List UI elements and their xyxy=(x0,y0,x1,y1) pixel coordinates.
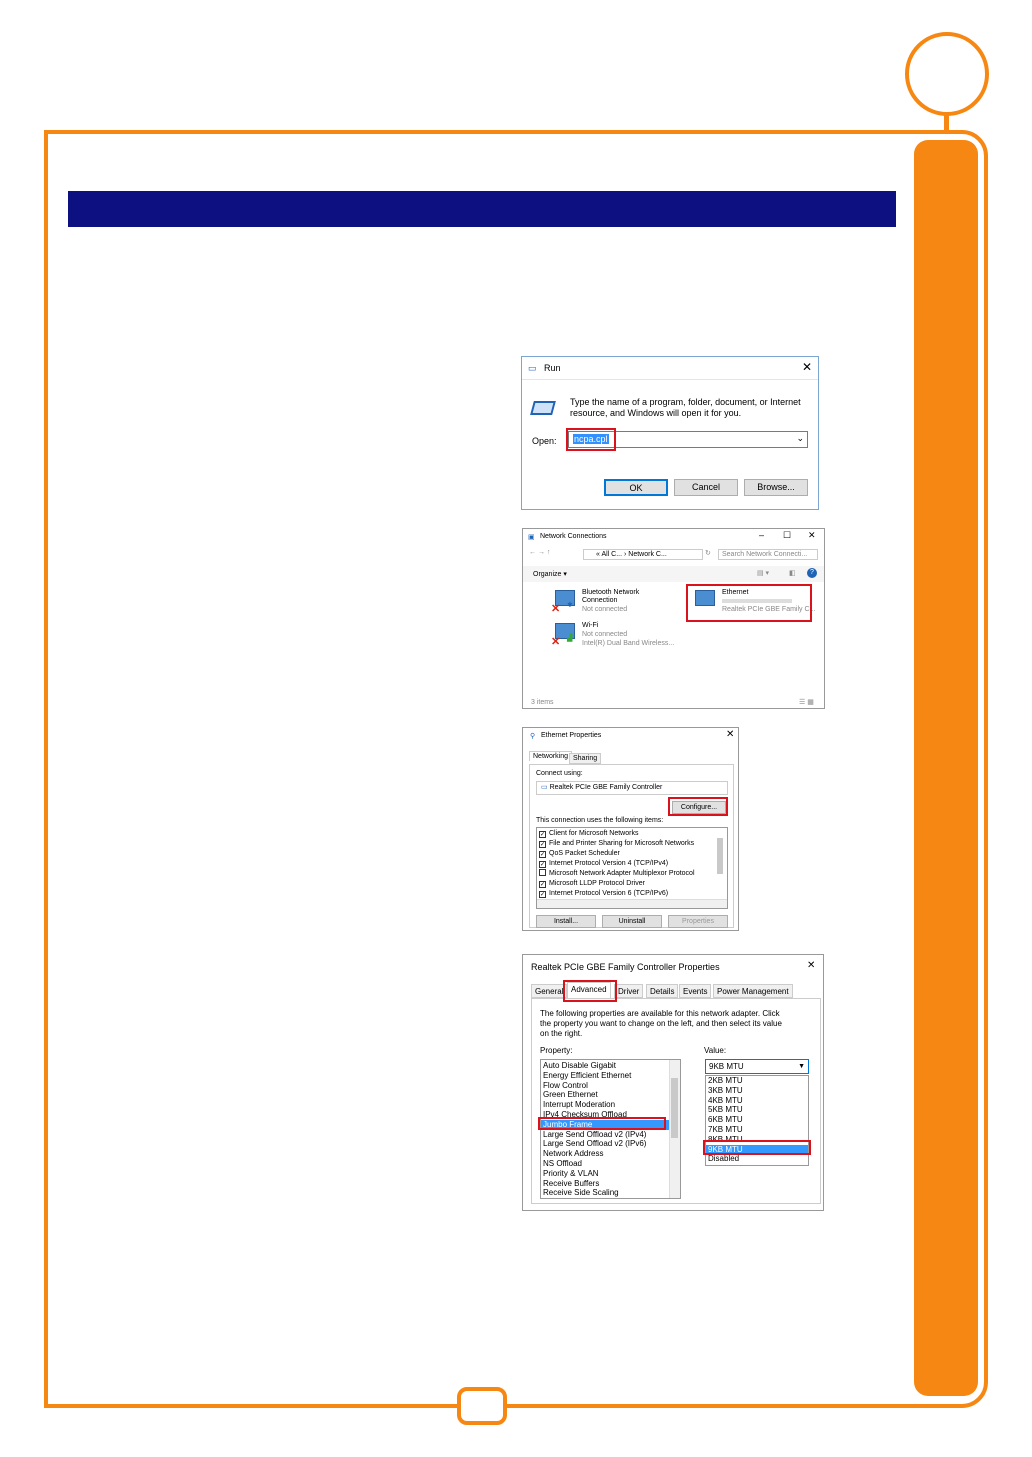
option-item-selected[interactable]: 9KB MTU xyxy=(706,1145,808,1155)
run-title: Run xyxy=(544,363,561,373)
list-item[interactable]: Network Address xyxy=(543,1149,604,1159)
open-label: Open: xyxy=(532,436,557,446)
list-item[interactable]: NS Offload xyxy=(543,1158,582,1168)
option-item[interactable]: 7KB MTU xyxy=(708,1124,743,1134)
side-tab xyxy=(914,140,978,1396)
tab-advanced[interactable]: Advanced xyxy=(567,982,611,999)
close-icon[interactable]: ✕ xyxy=(807,960,816,971)
list-item[interactable]: ✓ Internet Protocol Version 4 (TCP/IPv4) xyxy=(540,860,669,868)
refresh-icon[interactable]: ↻ xyxy=(705,550,711,557)
search-placeholder: Search Network Connecti... xyxy=(722,551,808,558)
checkbox-icon[interactable]: ✓ xyxy=(540,842,546,848)
realtek-title: Realtek PCIe GBE Family Controller Properties xyxy=(531,962,720,972)
adapter-name: Realtek PCIe GBE Family Controller xyxy=(549,784,663,791)
organize-menu[interactable]: Organize ▾ xyxy=(533,571,567,578)
ethernet-adapter-icon xyxy=(695,590,715,606)
tab-details[interactable]: Details xyxy=(646,984,678,998)
option-item[interactable]: 8KB MTU xyxy=(708,1134,743,1144)
bt-status: Not connected xyxy=(582,606,628,613)
run-dialog xyxy=(521,356,819,510)
toolbar xyxy=(523,566,825,582)
checkbox-icon[interactable]: ✓ xyxy=(540,892,546,898)
address-crumb: « All C... › Network C... xyxy=(596,551,667,558)
run-description-2: resource, and Windows will open it for you. xyxy=(570,408,742,418)
page-frame xyxy=(44,130,988,1408)
view-icon[interactable]: ▤ ▾ xyxy=(757,570,770,577)
option-item[interactable]: Disabled xyxy=(708,1154,740,1164)
maximize-icon[interactable]: ☐ xyxy=(783,530,792,540)
list-item-selected[interactable]: Jumbo Frame xyxy=(541,1120,680,1130)
items-list[interactable] xyxy=(536,827,728,909)
checkbox-icon[interactable]: ✓ xyxy=(540,862,546,868)
checkbox-icon[interactable] xyxy=(539,869,546,876)
list-item[interactable]: Interrupt Moderation xyxy=(543,1100,616,1110)
description-2: the property you want to change on the left, and then select its value xyxy=(540,1019,782,1028)
ethprops-title: Ethernet Properties xyxy=(541,732,602,739)
nav-arrows-icon[interactable]: ← → ↑ xyxy=(529,549,551,556)
search-input[interactable] xyxy=(718,549,818,560)
tab-general[interactable]: General xyxy=(531,984,567,998)
install-button[interactable]: Install... xyxy=(536,915,596,928)
pane-icon[interactable]: ◧ xyxy=(789,570,796,577)
dropdown-arrow-icon[interactable]: ▼ xyxy=(798,1063,805,1070)
wifi-status: Not connected xyxy=(582,631,628,638)
option-item[interactable]: 5KB MTU xyxy=(708,1105,743,1115)
cancel-button[interactable]: Cancel xyxy=(674,479,738,496)
list-item[interactable]: ✓ Client for Microsoft Networks xyxy=(540,830,639,838)
list-item[interactable]: Receive Buffers xyxy=(543,1178,600,1188)
list-item[interactable]: ✓ QoS Packet Scheduler xyxy=(540,850,620,858)
section-title-bar xyxy=(68,191,896,227)
connect-using-label: Connect using: xyxy=(536,770,583,777)
property-list[interactable] xyxy=(540,1059,681,1199)
value-select[interactable] xyxy=(705,1059,809,1074)
checkbox-icon[interactable]: ✓ xyxy=(540,882,546,888)
list-item[interactable]: ✓ Internet Protocol Version 6 (TCP/IPv6) xyxy=(540,890,669,898)
option-item[interactable]: 2KB MTU xyxy=(708,1076,743,1085)
disconnected-icon: ✕ xyxy=(551,636,561,648)
list-item[interactable]: Microsoft Network Adapter Multiplexor Protocol xyxy=(537,869,727,879)
ethernet-device: Realtek PCIe GBE Family C... xyxy=(722,606,816,613)
signal-icon: ▟ xyxy=(567,635,573,642)
status-bar-count: 3 items xyxy=(531,699,554,706)
run-icon xyxy=(530,401,556,415)
configure-button[interactable]: Configure... xyxy=(672,801,726,814)
blurred-network-name xyxy=(722,599,792,603)
wifi-name[interactable]: Wi-Fi xyxy=(582,622,599,629)
bt-name-2[interactable]: Connection xyxy=(582,597,618,604)
ethernet-icon: ⚲ xyxy=(530,733,536,740)
horizontal-scrollbar[interactable] xyxy=(537,899,727,908)
netconn-title: Network Connections xyxy=(540,533,607,540)
list-item[interactable]: Receive Side Scaling xyxy=(543,1188,619,1198)
list-item[interactable]: ✓ File and Printer Sharing for Microsoft Networks xyxy=(540,840,695,848)
ok-button[interactable]: OK xyxy=(604,479,668,496)
divider xyxy=(522,379,819,380)
checkbox-icon[interactable]: ✓ xyxy=(540,852,546,858)
run-app-icon: ▭ xyxy=(528,363,537,373)
tab-power-management[interactable]: Power Management xyxy=(713,984,793,998)
list-item[interactable]: Large Send Offload v2 (IPv4) xyxy=(543,1129,647,1139)
minimize-icon[interactable]: – xyxy=(759,530,765,540)
network-connections-window xyxy=(522,528,825,709)
open-input-value: ncpa.cpl xyxy=(574,434,608,444)
checkbox-icon[interactable]: ✓ xyxy=(540,832,546,838)
option-item[interactable]: 4KB MTU xyxy=(708,1095,743,1105)
realtek-properties-dialog xyxy=(522,954,824,1211)
description-3: on the right. xyxy=(540,1029,583,1038)
close-icon[interactable]: ✕ xyxy=(726,729,735,740)
list-item[interactable]: Large Send Offload v2 (IPv6) xyxy=(543,1139,647,1149)
items-label: This connection uses the following items: xyxy=(536,817,664,824)
scrollbar-thumb[interactable] xyxy=(717,838,723,874)
list-item[interactable]: Energy Efficient Ethernet xyxy=(543,1070,632,1080)
wifi-device: Intel(R) Dual Band Wireless... xyxy=(582,640,675,647)
run-description-1: Type the name of a program, folder, document, or Internet xyxy=(570,397,801,407)
value-dropdown-list[interactable] xyxy=(705,1075,809,1166)
tab-sharing[interactable]: Sharing xyxy=(569,753,601,764)
bt-name[interactable]: Bluetooth Network xyxy=(582,589,640,596)
tab-networking[interactable]: Networking xyxy=(529,751,572,761)
disconnected-icon: ✕ xyxy=(551,603,561,615)
option-item[interactable]: 3KB MTU xyxy=(708,1085,743,1095)
corner-circle xyxy=(905,32,989,116)
ethernet-name[interactable]: Ethernet xyxy=(722,589,749,596)
uninstall-button[interactable]: Uninstall xyxy=(602,915,662,928)
address-bar[interactable] xyxy=(583,549,703,560)
description-1: The following properties are available for this network adapter. Click xyxy=(540,1009,780,1018)
ethernet-properties-dialog xyxy=(522,727,739,931)
list-item[interactable]: Green Ethernet xyxy=(543,1090,598,1100)
adapter-icon: ▭ xyxy=(541,784,550,791)
details-view-icon[interactable]: ☰ ▦ xyxy=(799,699,814,706)
properties-button[interactable]: Properties xyxy=(668,915,728,928)
open-input[interactable] xyxy=(568,431,808,448)
bluetooth-icon: ✱ xyxy=(567,602,573,609)
close-icon[interactable]: ✕ xyxy=(802,360,813,374)
tab-events[interactable]: Events xyxy=(679,984,711,998)
network-icon: ▣ xyxy=(528,534,535,541)
list-item[interactable]: ✓ Microsoft LLDP Protocol Driver xyxy=(540,880,645,888)
page-number-box xyxy=(457,1387,507,1425)
value-label: Value: xyxy=(704,1046,727,1055)
help-icon[interactable]: ? xyxy=(807,568,817,578)
list-item[interactable]: Auto Disable Gigabit xyxy=(543,1061,616,1070)
list-item[interactable]: IPv4 Checksum Offload xyxy=(543,1109,627,1119)
tab-driver[interactable]: Driver xyxy=(614,984,643,998)
scrollbar-thumb[interactable] xyxy=(671,1078,678,1138)
value-select-current: 9KB MTU xyxy=(709,1062,744,1071)
browse-button[interactable]: Browse... xyxy=(744,479,808,496)
adapter-field xyxy=(536,781,728,795)
list-item[interactable]: Priority & VLAN xyxy=(543,1168,599,1178)
list-item[interactable]: Flow Control xyxy=(543,1080,588,1090)
property-label: Property: xyxy=(540,1046,573,1055)
close-icon[interactable]: ✕ xyxy=(808,530,816,540)
chevron-down-icon[interactable]: ⌄ xyxy=(796,433,804,443)
option-item[interactable]: 6KB MTU xyxy=(708,1115,743,1125)
